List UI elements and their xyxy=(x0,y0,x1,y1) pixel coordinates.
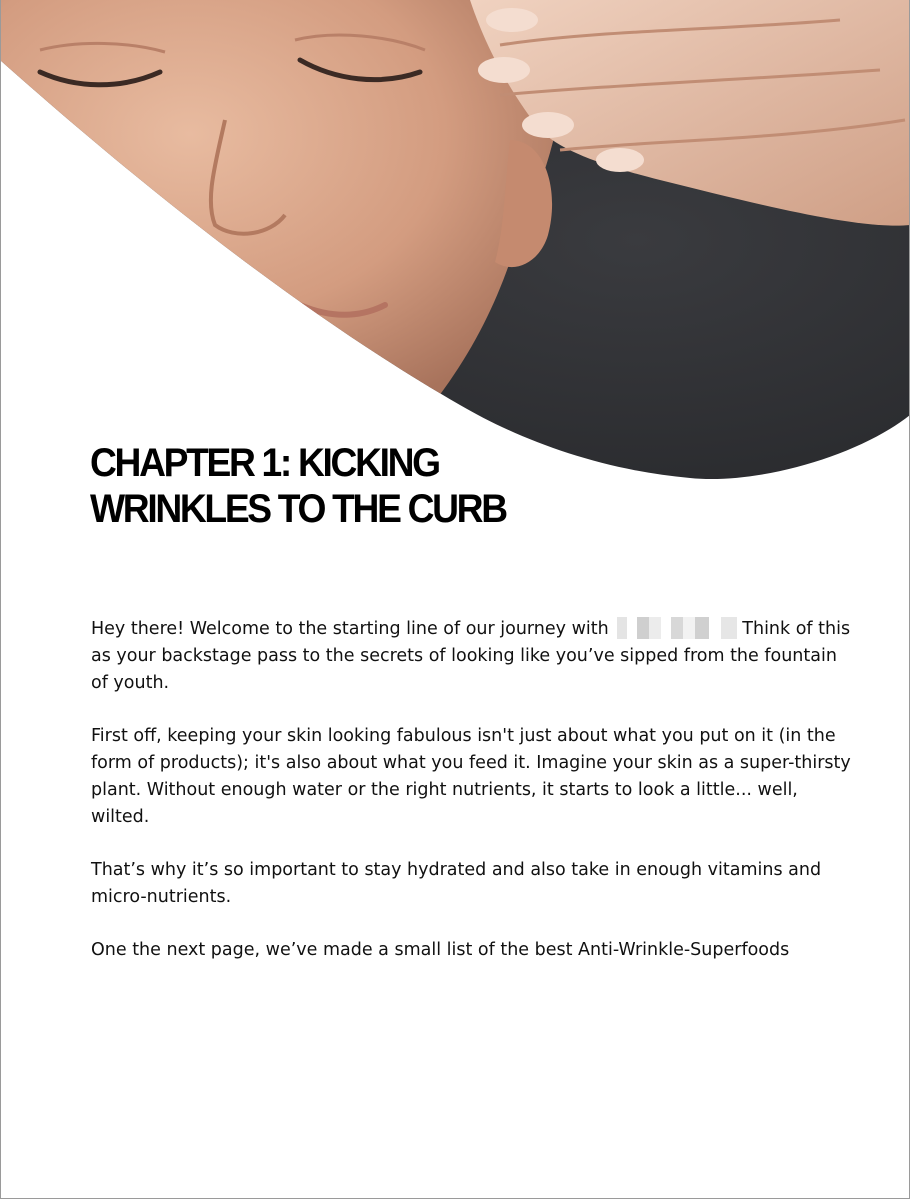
redacted-brand-name xyxy=(609,617,737,639)
chapter-title xyxy=(90,440,506,532)
chapter-title-line-1: CHAPTER 1: KICKING xyxy=(90,441,439,485)
paragraph-intro xyxy=(91,616,851,697)
hero-photo xyxy=(0,0,910,480)
chapter-title-line-2: WRINKLES TO THE CURB xyxy=(90,487,506,531)
chapter-body xyxy=(91,616,851,990)
paragraph-intro-start: Hey there! Welcome to the starting line of our journey with xyxy=(91,619,609,639)
paragraph-skin-nutrition: First off, keeping your skin looking fabulous isn't just about what you put on it (in the form of products); it's also about what you feed it. Imagine your skin as a super-thirsty plant. Without enough water or the right nutrients, it starts to look a little... well, wilted. xyxy=(91,726,851,827)
paragraph-hydration: That’s why it’s so important to stay hydrated and also take in enough vitamins and micro-nutrients. xyxy=(91,860,822,907)
woman-face-photo xyxy=(0,0,910,480)
paragraph-next-page: One the next page, we’ve made a small list of the best Anti-Wrinkle-Superfoods xyxy=(91,940,790,960)
paragraph-intro-end: Think of this as your backstage pass to the secrets of looking like you’ve sipped from the fountain of youth. xyxy=(91,619,851,693)
